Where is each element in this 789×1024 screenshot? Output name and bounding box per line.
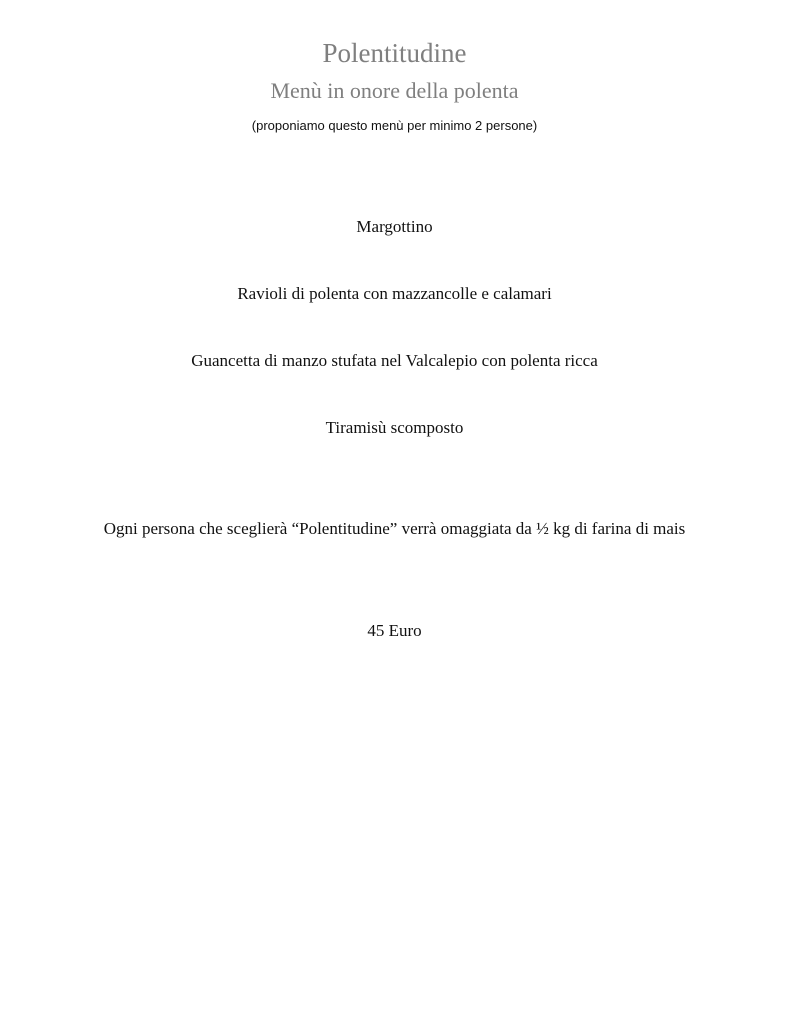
course-item: Tiramisù scomposto (325, 418, 464, 437)
course-item: Margottino (356, 217, 433, 236)
menu-subtitle: Menù in onore della polenta (270, 78, 519, 103)
minimum-persons-note: (proponiamo questo menù per minimo 2 persone) (251, 118, 538, 133)
course-item: Guancetta di manzo stufata nel Valcalepio con polenta ricca (191, 351, 598, 370)
gift-offer-text: Ogni persona che sceglierà “Polentitudine” verrà omaggiata da ½ kg di farina di mais (103, 519, 686, 538)
menu-title: Polentitudine (322, 38, 467, 68)
menu-price: 45 Euro (367, 621, 422, 640)
course-item: Ravioli di polenta con mazzancolle e calamari (237, 284, 552, 303)
